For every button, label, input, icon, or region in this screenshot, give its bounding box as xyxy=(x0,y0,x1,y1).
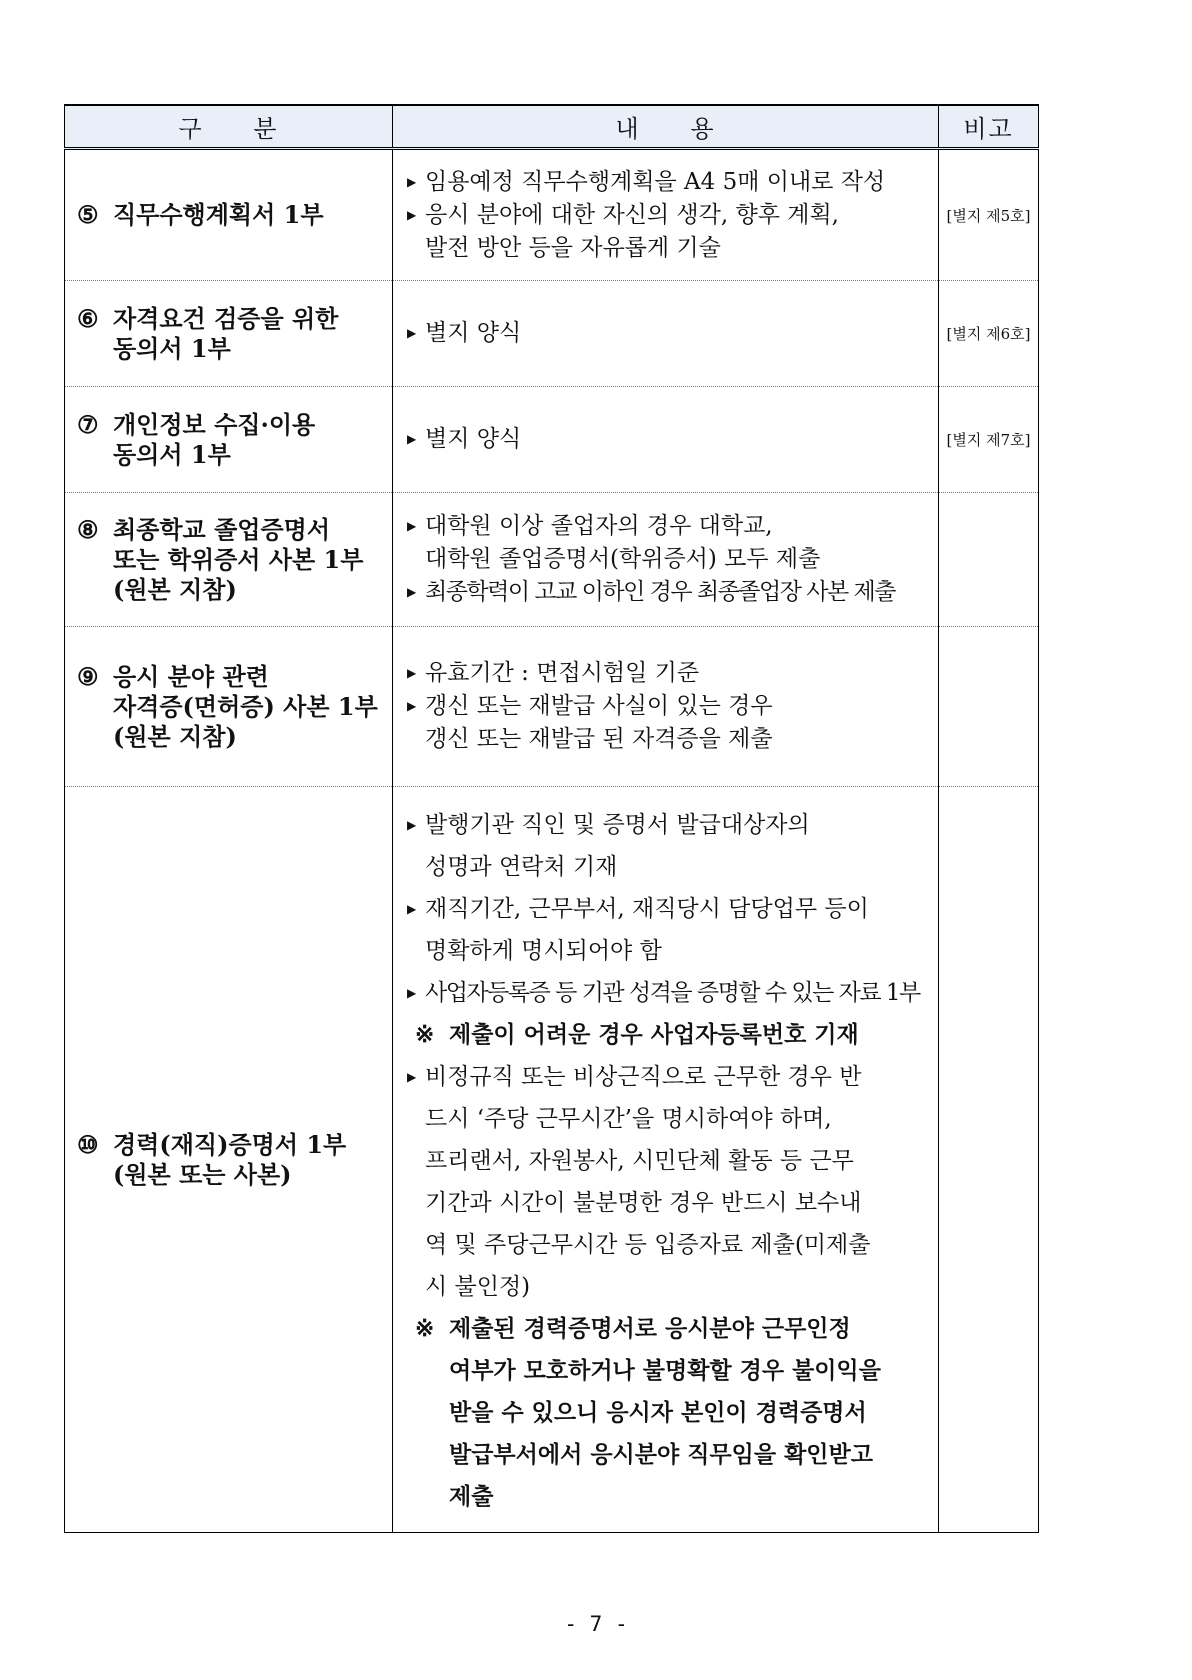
remark-cell xyxy=(939,281,1039,387)
page-number: - 7 - xyxy=(564,1612,628,1636)
header-content: 내 용 xyxy=(393,105,939,149)
content-cell xyxy=(393,281,939,387)
content-line: 명확하게 명시되어야 함 xyxy=(425,937,662,964)
remark-cell xyxy=(939,493,1039,627)
item-title: 개인정보 수집·이용 xyxy=(113,409,316,439)
table-row xyxy=(65,149,1039,281)
note-line: 발급부서에서 응시분야 직무임을 확인받고 xyxy=(449,1440,873,1468)
content-line: 유효기간 : 면접시험일 기준 xyxy=(425,660,700,686)
content-line: 대학원 이상 졸업자의 경우 대학교, xyxy=(425,513,773,539)
item-title: 응시 분야 관련 xyxy=(113,661,269,691)
content-line: 발행기관 직인 및 증명서 발급대상자의 xyxy=(425,811,810,838)
reference-mark-icon: ※ xyxy=(415,1314,435,1342)
content-line: 응시 분야에 대한 자신의 생각, 향후 계획, xyxy=(425,201,839,228)
content-line: 사업자등록증 등 기관 성격을 증명할 수 있는 자료 1부 xyxy=(425,979,920,1006)
content-line: 최종학력이 고교 이하인 경우 최종졸업장 사본 제출 xyxy=(425,579,895,605)
content-cell xyxy=(393,493,939,627)
item-title: 자격증(면허증) 사본 1부 xyxy=(113,691,378,721)
bullet-icon: ▶ xyxy=(407,585,415,599)
item-title: 또는 학위증서 사본 1부 xyxy=(113,544,364,574)
item-title: (원본 지참) xyxy=(113,721,237,751)
table-row xyxy=(65,627,1039,787)
bullet-icon: ▶ xyxy=(407,432,417,446)
item-title: 직무수행계획서 1부 xyxy=(113,200,324,229)
item-number: ⑩ xyxy=(77,1129,99,1159)
bullet-icon: ▶ xyxy=(407,699,417,713)
category-cell xyxy=(65,387,393,493)
remark-cell xyxy=(939,149,1039,281)
content-line: 프리랜서, 자원봉사, 시민단체 활동 등 근무 xyxy=(425,1147,854,1174)
category-cell xyxy=(65,787,393,1533)
bullet-icon: ▶ xyxy=(407,207,417,222)
item-title: (원본 지참) xyxy=(113,574,237,604)
note-line: 제출 xyxy=(449,1482,494,1510)
content-line: 대학원 졸업증명서(학위증서) 모두 제출 xyxy=(425,546,821,572)
content-line: 별지 양식 xyxy=(425,320,522,346)
content-line: 성명과 연락처 기재 xyxy=(425,853,618,880)
content-line: 임용예정 직무수행계획을 A4 5매 이내로 작성 xyxy=(425,168,886,195)
item-title: 경력(재직)증명서 1부 xyxy=(113,1129,347,1159)
table-row xyxy=(65,787,1039,1533)
category-cell xyxy=(65,149,393,281)
bullet-icon: ▶ xyxy=(407,901,417,916)
bullet-icon: ▶ xyxy=(407,985,415,1000)
remark-text: [별지 제5호] xyxy=(946,206,1031,225)
bullet-icon: ▶ xyxy=(407,817,417,832)
content-line: 시 불인정) xyxy=(425,1273,531,1300)
note-line: 여부가 모호하거나 불명확할 경우 불이익을 xyxy=(449,1356,881,1384)
remark-cell xyxy=(939,387,1039,493)
remark-cell xyxy=(939,787,1039,1533)
note-line: 제출이 어려운 경우 사업자등록번호 기재 xyxy=(449,1020,859,1048)
item-number: ⑧ xyxy=(77,514,99,544)
item-number: ⑦ xyxy=(77,409,99,439)
content-line: 갱신 또는 재발급 된 자격증을 제출 xyxy=(425,726,773,752)
content-line: 역 및 주당근무시간 등 입증자료 제출(미제출 xyxy=(425,1231,871,1258)
content-line: 갱신 또는 재발급 사실이 있는 경우 xyxy=(425,693,773,719)
header-category: 구 분 xyxy=(65,105,393,149)
table-row xyxy=(65,281,1039,387)
content-line: 비정규직 또는 비상근직으로 근무한 경우 반 xyxy=(425,1063,862,1090)
note-line: 제출된 경력증명서로 응시분야 근무인정 xyxy=(449,1314,851,1342)
bullet-icon: ▶ xyxy=(407,666,417,680)
item-number: ⑤ xyxy=(77,200,99,229)
content-cell xyxy=(393,787,939,1533)
content-line: 재직기간, 근무부서, 재직당시 담당업무 등이 xyxy=(425,895,869,922)
content-line: 발전 방안 등을 자유롭게 기술 xyxy=(425,234,721,261)
content-cell xyxy=(393,387,939,493)
bullet-icon: ▶ xyxy=(407,519,417,533)
remark-text: [별지 제7호] xyxy=(946,431,1031,449)
item-title: 자격요건 검증을 위한 xyxy=(113,303,339,333)
category-cell xyxy=(65,493,393,627)
item-number: ⑥ xyxy=(77,303,99,333)
item-title: (원본 또는 사본) xyxy=(113,1159,292,1189)
remark-cell xyxy=(939,627,1039,787)
table-header-row xyxy=(65,105,1039,149)
content-line: 드시 ‘주당 근무시간’을 명시하여야 하며, xyxy=(425,1105,832,1132)
bullet-icon: ▶ xyxy=(407,174,417,189)
item-title: 최종학교 졸업증명서 xyxy=(113,514,331,544)
header-remark: 비고 xyxy=(939,105,1039,149)
table-row xyxy=(65,493,1039,627)
item-number: ⑨ xyxy=(77,661,99,691)
reference-mark-icon: ※ xyxy=(415,1020,435,1048)
category-cell xyxy=(65,281,393,387)
bullet-icon: ▶ xyxy=(407,1069,417,1084)
content-line: 기간과 시간이 불분명한 경우 반드시 보수내 xyxy=(425,1189,862,1216)
content-line: 별지 양식 xyxy=(425,426,522,452)
content-cell xyxy=(393,149,939,281)
content-cell xyxy=(393,627,939,787)
category-cell xyxy=(65,627,393,787)
documents-table xyxy=(64,104,1039,1533)
note-line: 받을 수 있으니 응시자 본인이 경력증명서 xyxy=(449,1398,867,1426)
remark-text: [별지 제6호] xyxy=(946,325,1031,343)
table-row xyxy=(65,387,1039,493)
bullet-icon: ▶ xyxy=(407,326,417,340)
item-title: 동의서 1부 xyxy=(113,439,231,469)
item-title: 동의서 1부 xyxy=(113,333,231,363)
